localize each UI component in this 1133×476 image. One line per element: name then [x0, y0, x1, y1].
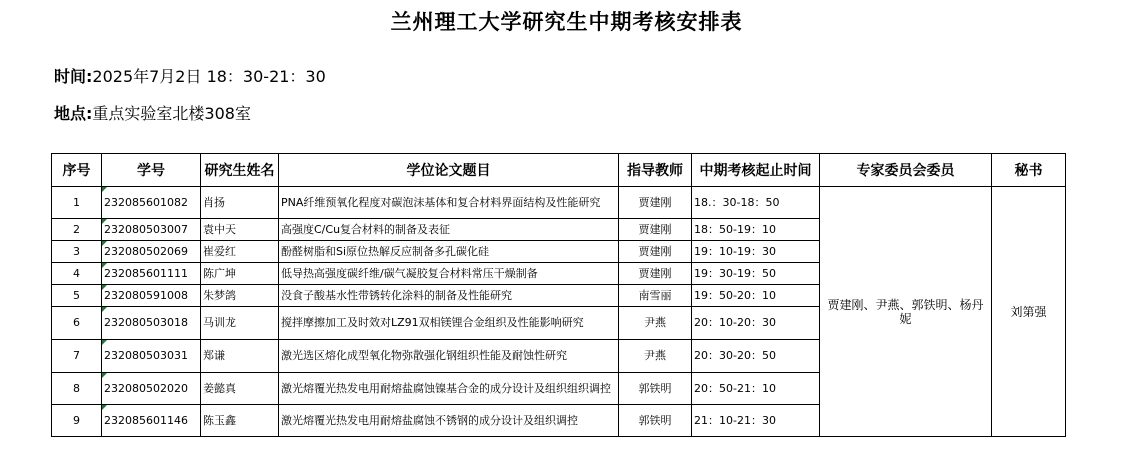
row-student-id: 232080502020	[102, 373, 201, 405]
row-advisor: 尹燕	[619, 340, 692, 373]
secretary-cell: 刘第强	[992, 187, 1066, 437]
time-line	[54, 64, 326, 87]
row-name: 陈玉鑫	[201, 405, 279, 437]
row-time: 19：30-19：50	[692, 263, 820, 285]
row-thesis: 激光选区熔化成型氧化物弥散强化钢组织性能及耐蚀性研究	[279, 340, 619, 373]
row-no: 6	[52, 307, 102, 340]
row-thesis: 酚醛树脂和Si原位热解反应制备多孔碳化硅	[279, 241, 619, 263]
row-thesis: 激光熔覆光热发电用耐熔盐腐蚀镍基合金的成分设计及组织组织调控	[279, 373, 619, 405]
row-time: 18：50-19：10	[692, 219, 820, 241]
row-name: 袁中天	[201, 219, 279, 241]
row-advisor: 贾建刚	[619, 263, 692, 285]
row-time: 20：50-21：10	[692, 373, 820, 405]
row-thesis: PNA纤维预氧化程度对碳泡沫基体和复合材料界面结构及性能研究	[279, 187, 619, 219]
row-no: 8	[52, 373, 102, 405]
col-header-thesis: 学位论文题目	[279, 154, 619, 187]
row-student-id: 232085601111	[102, 263, 201, 285]
row-advisor: 南雪丽	[619, 285, 692, 307]
row-student-id: 232080591008	[102, 285, 201, 307]
row-no: 5	[52, 285, 102, 307]
row-name: 陈广坤	[201, 263, 279, 285]
row-name: 郑谦	[201, 340, 279, 373]
row-advisor: 贾建刚	[619, 187, 692, 219]
row-no: 1	[52, 187, 102, 219]
col-header-advisor: 指导教师	[619, 154, 692, 187]
row-student-id: 232080502069	[102, 241, 201, 263]
row-time: 20：10-20：30	[692, 307, 820, 340]
row-name: 姜懿真	[201, 373, 279, 405]
row-name: 崔爱红	[201, 241, 279, 263]
row-advisor: 尹燕	[619, 307, 692, 340]
row-time: 18.：30-18：50	[692, 187, 820, 219]
col-header-name: 研究生姓名	[201, 154, 279, 187]
row-student-id: 232080503007	[102, 219, 201, 241]
row-time: 20：30-20：50	[692, 340, 820, 373]
row-advisor: 贾建刚	[619, 241, 692, 263]
header-row	[52, 154, 1066, 187]
row-time: 19：10-19：30	[692, 241, 820, 263]
row-advisor: 郭铁明	[619, 405, 692, 437]
row-thesis: 激光熔覆光热发电用耐熔盐腐蚀不锈钢的成分设计及组织调控	[279, 405, 619, 437]
page-title: 兰州理工大学研究生中期考核安排表	[390, 10, 743, 34]
place-line	[54, 101, 251, 124]
col-header-time: 中期考核起止时间	[692, 154, 820, 187]
row-time: 21：10-21：30	[692, 405, 820, 437]
row-no: 3	[52, 241, 102, 263]
row-time: 19：50-20：10	[692, 285, 820, 307]
row-advisor: 郭铁明	[619, 373, 692, 405]
row-thesis: 低导热高强度碳纤维/碳气凝胶复合材料常压干燥制备	[279, 263, 619, 285]
row-no: 7	[52, 340, 102, 373]
time-value: 2025年7月2日 18：30-21：30	[92, 67, 326, 86]
row-name: 朱梦鸽	[201, 285, 279, 307]
row-student-id: 232080503031	[102, 340, 201, 373]
row-no: 9	[52, 405, 102, 437]
row-thesis: 搅拌摩擦加工及时效对LZ91双相镁锂合金组织及性能影响研究	[279, 307, 619, 340]
time-label: 时间:	[54, 67, 93, 86]
row-no: 4	[52, 263, 102, 285]
col-header-student-id: 学号	[102, 154, 201, 187]
table-row	[52, 187, 1066, 219]
committee-cell: 贾建刚、尹燕、郭铁明、杨丹妮	[820, 187, 992, 437]
col-header-committee: 专家委员会委员	[820, 154, 992, 187]
row-thesis: 高强度C/Cu复合材料的制备及表征	[279, 219, 619, 241]
schedule-table	[51, 153, 1066, 437]
place-value: 重点实验室北楼308室	[92, 104, 251, 123]
row-no: 2	[52, 219, 102, 241]
row-student-id: 232085601146	[102, 405, 201, 437]
place-label: 地点:	[54, 104, 93, 123]
col-header-secretary: 秘书	[992, 154, 1066, 187]
row-thesis: 没食子酸基水性带锈转化涂料的制备及性能研究	[279, 285, 619, 307]
row-name: 马训龙	[201, 307, 279, 340]
row-name: 肖扬	[201, 187, 279, 219]
row-student-id: 232085601082	[102, 187, 201, 219]
col-header-no: 序号	[52, 154, 102, 187]
row-student-id: 232080503018	[102, 307, 201, 340]
row-advisor: 贾建刚	[619, 219, 692, 241]
